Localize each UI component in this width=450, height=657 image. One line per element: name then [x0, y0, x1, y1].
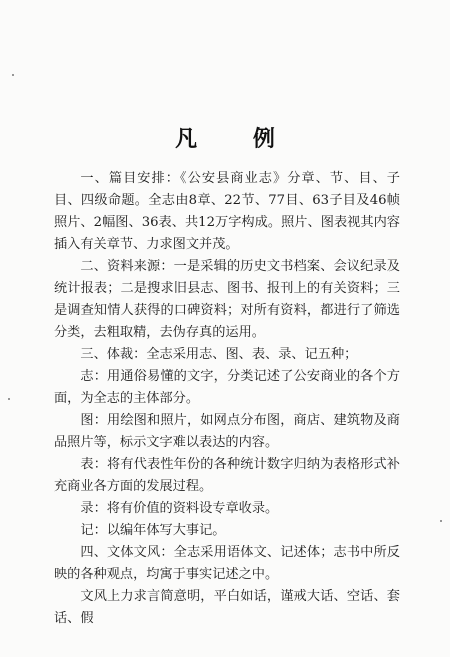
- paragraph-style: 四、文体文风：全志采用语体文、记述体；志书中所反映的各种观点，均寓于事实记述之中。: [54, 545, 400, 582]
- paragraph-biao: 表：将有代表性年份的各种统计数字归纳为表格形式补充商业各方面的发展过程。: [54, 457, 400, 494]
- paragraph-lu: 录：将有价值的资料设专章收录。: [80, 501, 279, 516]
- paragraph-layout: 一、篇目安排：《公安县商业志》分章、节、目、子目、四级命题。全志由8章、22节、77目、63子目及46帧照片、2幅图、36表、共12万字构成。照片、图表视其内容插入有关章节、力求图文并茂。: [54, 171, 400, 252]
- document-body: [54, 168, 400, 630]
- paragraph-genres: 三、体裁：全志采用志、图、表、录、记五种；: [80, 347, 358, 362]
- paragraph-sources: 二、资料来源：一是采辑的历史文书档案、会议纪录及统计报表；二是搜求旧县志、图书、报刊上的有关资料；三是调查知情人获得的口碑资料；对所有资料，都进行了筛选分类，去粗取精，去伪存真的运用。: [54, 259, 400, 340]
- scan-speck: [8, 398, 10, 400]
- scan-speck: [12, 74, 14, 76]
- paragraph-ji: 记：以编年体写大事记。: [80, 523, 226, 538]
- paragraph-zhi: 志：用通俗易懂的文字，分类记述了公安商业的各个方面，为全志的主体部分。: [54, 369, 400, 406]
- page-title: 凡 例: [175, 126, 299, 152]
- scan-speck: [440, 520, 442, 522]
- paragraph-tu: 图：用绘图和照片，如网点分布图，商店、建筑物及商品照片等，标示文字难以表达的内容。: [54, 413, 400, 450]
- paragraph-style-continued: 文风上力求言简意明，平白如话，谨戒大话、空话、套话、假: [54, 589, 400, 626]
